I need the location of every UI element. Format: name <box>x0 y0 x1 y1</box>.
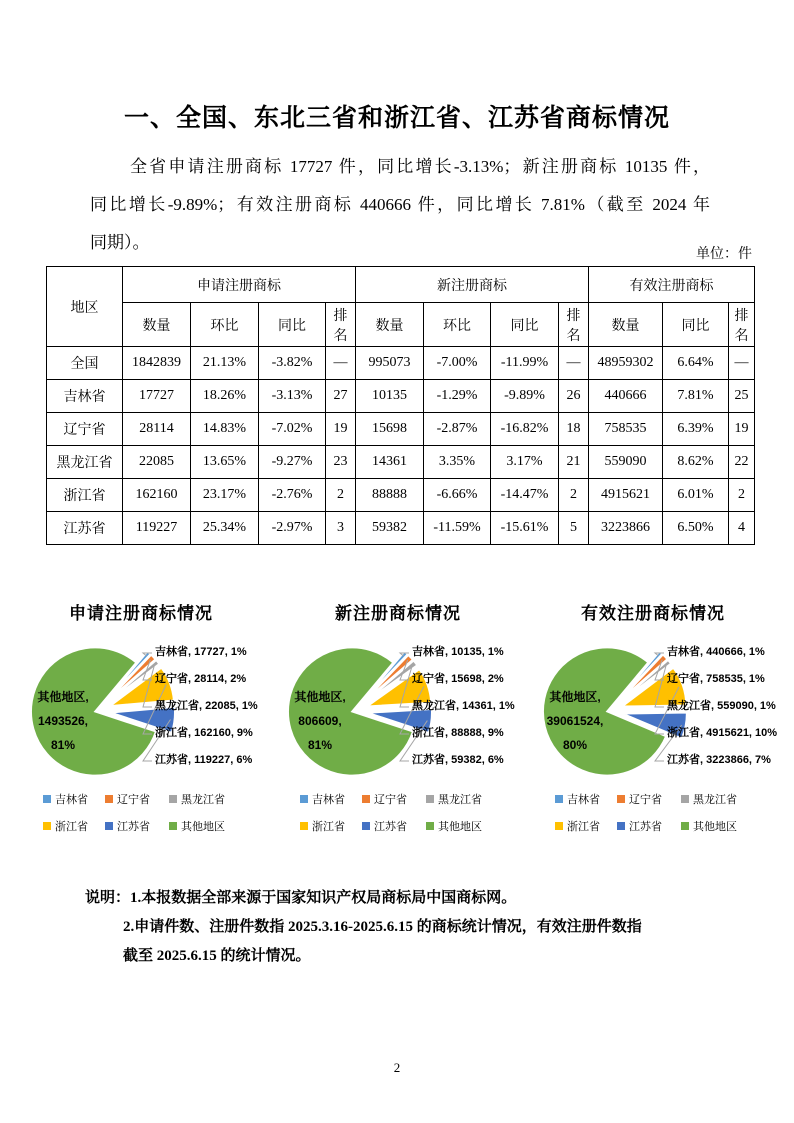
col-header: 环比 <box>424 303 491 347</box>
legend-swatch-icon <box>555 795 563 803</box>
legend-label: 黑龙江省 <box>693 794 737 806</box>
value-cell: 14361 <box>356 446 424 479</box>
value-cell: 18.26% <box>191 380 259 413</box>
value-cell: 4915621 <box>589 479 663 512</box>
legend-label: 辽宁省 <box>117 794 150 806</box>
legend-swatch-icon <box>362 795 370 803</box>
paragraph-line: 全省申请注册商标 17727 件，同比增长-3.13%；新注册商标 10135 件， <box>130 157 710 176</box>
value-cell: 440666 <box>589 380 663 413</box>
legend-item <box>300 818 362 834</box>
pie-data-label: 江苏省, 3223866, 7% <box>667 754 771 766</box>
legend-swatch-icon <box>681 795 689 803</box>
value-cell: -11.99% <box>491 347 559 380</box>
chart-title: 申请注册商标情况 <box>69 604 213 623</box>
legend-item <box>555 791 617 807</box>
legend-swatch-icon <box>169 822 177 830</box>
pie-data-label: 黑龙江省, 22085, 1% <box>155 700 258 712</box>
page-title: 一、全国、东北三省和浙江省、江苏省商标情况 <box>124 105 671 132</box>
pie-center-label: 其他地区, 39061524, 80% <box>546 690 604 752</box>
legend-swatch-icon <box>300 795 308 803</box>
pie-data-label: 吉林省, 440666, 1% <box>667 646 765 658</box>
pie-chart-applied <box>15 593 273 853</box>
chart-legend <box>43 791 261 834</box>
value-cell: -7.02% <box>259 413 326 446</box>
legend-label: 吉林省 <box>55 794 88 806</box>
value-cell: -16.82% <box>491 413 559 446</box>
value-cell: 3 <box>326 512 356 545</box>
value-cell: 23.17% <box>191 479 259 512</box>
chart-legend <box>555 791 773 834</box>
pie-data-label: 辽宁省, 758535, 1% <box>667 673 765 685</box>
value-cell: 8.62% <box>663 446 729 479</box>
value-cell: — <box>729 347 755 380</box>
legend-item <box>105 791 169 807</box>
value-cell: 5 <box>559 512 589 545</box>
value-cell: 2 <box>559 479 589 512</box>
legend-swatch-icon <box>300 822 308 830</box>
value-cell: 21 <box>559 446 589 479</box>
value-cell: -3.82% <box>259 347 326 380</box>
legend-swatch-icon <box>105 822 113 830</box>
value-cell: 23 <box>326 446 356 479</box>
legend-swatch-icon <box>105 795 113 803</box>
legend-swatch-icon <box>362 822 370 830</box>
value-cell: 3.17% <box>491 446 559 479</box>
value-cell: -15.61% <box>491 512 559 545</box>
value-cell: 15698 <box>356 413 424 446</box>
legend-label: 其他地区 <box>438 821 482 833</box>
value-cell: 3223866 <box>589 512 663 545</box>
col-header: 同比 <box>663 303 729 347</box>
legend-label: 黑龙江省 <box>438 794 482 806</box>
legend-label: 辽宁省 <box>629 794 662 806</box>
value-cell: — <box>326 347 356 380</box>
value-cell: -2.97% <box>259 512 326 545</box>
notes <box>85 884 757 971</box>
legend-label: 辽宁省 <box>374 794 407 806</box>
value-cell: 19 <box>326 413 356 446</box>
value-cell: -1.29% <box>424 380 491 413</box>
legend-item <box>43 818 105 834</box>
legend-swatch-icon <box>43 795 51 803</box>
table-row <box>47 413 755 446</box>
value-cell: 6.50% <box>663 512 729 545</box>
value-cell: — <box>559 347 589 380</box>
pie-data-label: 吉林省, 17727, 1% <box>155 646 247 658</box>
value-cell: 22 <box>729 446 755 479</box>
pie-center-label: 其他地区, 806609, 81% <box>294 690 346 752</box>
value-cell: -2.76% <box>259 479 326 512</box>
region-cell: 全国 <box>47 347 123 380</box>
table-row <box>47 347 755 380</box>
region-cell: 辽宁省 <box>47 413 123 446</box>
value-cell: 17727 <box>123 380 191 413</box>
value-cell: -9.27% <box>259 446 326 479</box>
value-cell: -2.87% <box>424 413 491 446</box>
unit-label: 单位：件 <box>696 247 752 262</box>
col-header: 数量 <box>356 303 424 347</box>
value-cell: 26 <box>559 380 589 413</box>
value-cell: 14.83% <box>191 413 259 446</box>
legend-item <box>426 791 518 807</box>
col-header: 同比 <box>491 303 559 347</box>
value-cell: 1842839 <box>123 347 191 380</box>
legend-swatch-icon <box>169 795 177 803</box>
value-cell: 2 <box>326 479 356 512</box>
legend-label: 浙江省 <box>55 821 88 833</box>
legend-item <box>681 791 773 807</box>
group-header-new: 新注册商标 <box>356 267 589 303</box>
legend-label: 江苏省 <box>629 821 662 833</box>
region-cell: 浙江省 <box>47 479 123 512</box>
legend-label: 其他地区 <box>693 821 737 833</box>
value-cell: -7.00% <box>424 347 491 380</box>
legend-item <box>555 818 617 834</box>
pie-data-label: 江苏省, 119227, 6% <box>155 754 253 766</box>
pie-data-label: 辽宁省, 28114, 2% <box>155 673 247 685</box>
legend-item <box>169 818 261 834</box>
value-cell: -9.89% <box>491 380 559 413</box>
value-cell: 6.01% <box>663 479 729 512</box>
value-cell: 13.65% <box>191 446 259 479</box>
trademark-stats-table <box>46 266 755 545</box>
legend-label: 江苏省 <box>374 821 407 833</box>
pie-data-label: 浙江省, 88888, 9% <box>412 727 504 739</box>
value-cell: 559090 <box>589 446 663 479</box>
legend-label: 黑龙江省 <box>181 794 225 806</box>
group-header-applied: 申请注册商标 <box>123 267 356 303</box>
paragraph-line: 同期）。 <box>90 233 150 252</box>
legend-item <box>300 791 362 807</box>
legend-label: 吉林省 <box>312 794 345 806</box>
value-cell: 6.39% <box>663 413 729 446</box>
legend-label: 其他地区 <box>181 821 225 833</box>
value-cell: -6.66% <box>424 479 491 512</box>
pie-center-label: 其他地区, 1493526, 81% <box>37 690 89 752</box>
legend-swatch-icon <box>681 822 689 830</box>
charts-row <box>0 593 794 853</box>
legend-swatch-icon <box>617 822 625 830</box>
legend-item <box>169 791 261 807</box>
table-row <box>47 512 755 545</box>
note-line: 2.申请件数、注册件数指 2025.3.16-2025.6.15 的商标统计情况，有效注册件数指 <box>123 919 642 935</box>
value-cell: 88888 <box>356 479 424 512</box>
value-cell: 162160 <box>123 479 191 512</box>
table-row <box>47 380 755 413</box>
chart-legend <box>300 791 518 834</box>
pie-data-label: 辽宁省, 15698, 2% <box>412 673 504 685</box>
value-cell: 6.64% <box>663 347 729 380</box>
value-cell: 25 <box>729 380 755 413</box>
legend-item <box>617 818 681 834</box>
note-line: 截至 2025.6.15 的统计情况。 <box>123 948 311 964</box>
legend-label: 浙江省 <box>312 821 345 833</box>
region-cell: 吉林省 <box>47 380 123 413</box>
paragraph-line: 同比增长-9.89%；有效注册商标 440666 件，同比增长 7.81%（截至 2024 年 <box>90 195 710 214</box>
group-header-valid: 有效注册商标 <box>589 267 755 303</box>
value-cell: 59382 <box>356 512 424 545</box>
table-row <box>47 446 755 479</box>
value-cell: 2 <box>729 479 755 512</box>
col-header: 数量 <box>589 303 663 347</box>
pie-data-label: 黑龙江省, 14361, 1% <box>412 700 515 712</box>
value-cell: -11.59% <box>424 512 491 545</box>
value-cell: 3.35% <box>424 446 491 479</box>
col-header-region: 地区 <box>47 267 123 347</box>
region-cell: 黑龙江省 <box>47 446 123 479</box>
chart-title: 有效注册商标情况 <box>581 604 725 623</box>
col-header: 排名 <box>326 303 356 347</box>
legend-label: 吉林省 <box>567 794 600 806</box>
legend-swatch-icon <box>426 822 434 830</box>
value-cell: 10135 <box>356 380 424 413</box>
value-cell: -14.47% <box>491 479 559 512</box>
legend-item <box>426 818 518 834</box>
col-header: 环比 <box>191 303 259 347</box>
note-line: 说明：1.本报数据全部来源于国家知识产权局商标局中国商标网。 <box>85 890 517 906</box>
pie-data-label: 吉林省, 10135, 1% <box>412 646 504 658</box>
pie-data-label: 黑龙江省, 559090, 1% <box>667 700 776 712</box>
value-cell: 4 <box>729 512 755 545</box>
value-cell: 7.81% <box>663 380 729 413</box>
legend-item <box>681 818 773 834</box>
legend-item <box>43 791 105 807</box>
col-header: 排名 <box>729 303 755 347</box>
legend-swatch-icon <box>555 822 563 830</box>
value-cell: 19 <box>729 413 755 446</box>
legend-label: 浙江省 <box>567 821 600 833</box>
pie-data-label: 江苏省, 59382, 6% <box>412 754 504 766</box>
page-number: 2 <box>393 1060 401 1075</box>
pie-data-label: 浙江省, 162160, 9% <box>155 727 253 739</box>
legend-item <box>362 791 426 807</box>
table-row <box>47 479 755 512</box>
col-header: 同比 <box>259 303 326 347</box>
value-cell: 119227 <box>123 512 191 545</box>
value-cell: 48959302 <box>589 347 663 380</box>
legend-swatch-icon <box>43 822 51 830</box>
value-cell: 27 <box>326 380 356 413</box>
value-cell: 25.34% <box>191 512 259 545</box>
value-cell: 18 <box>559 413 589 446</box>
pie-data-label: 浙江省, 4915621, 10% <box>667 727 778 739</box>
pie-chart-valid <box>527 593 785 853</box>
legend-label: 江苏省 <box>117 821 150 833</box>
chart-title: 新注册商标情况 <box>335 604 461 623</box>
legend-item <box>105 818 169 834</box>
legend-item <box>617 791 681 807</box>
value-cell: 28114 <box>123 413 191 446</box>
col-header: 数量 <box>123 303 191 347</box>
pie-chart-new <box>272 593 530 853</box>
legend-swatch-icon <box>617 795 625 803</box>
value-cell: 22085 <box>123 446 191 479</box>
legend-swatch-icon <box>426 795 434 803</box>
value-cell: -3.13% <box>259 380 326 413</box>
col-header: 排名 <box>559 303 589 347</box>
legend-item <box>362 818 426 834</box>
value-cell: 21.13% <box>191 347 259 380</box>
region-cell: 江苏省 <box>47 512 123 545</box>
value-cell: 758535 <box>589 413 663 446</box>
value-cell: 995073 <box>356 347 424 380</box>
